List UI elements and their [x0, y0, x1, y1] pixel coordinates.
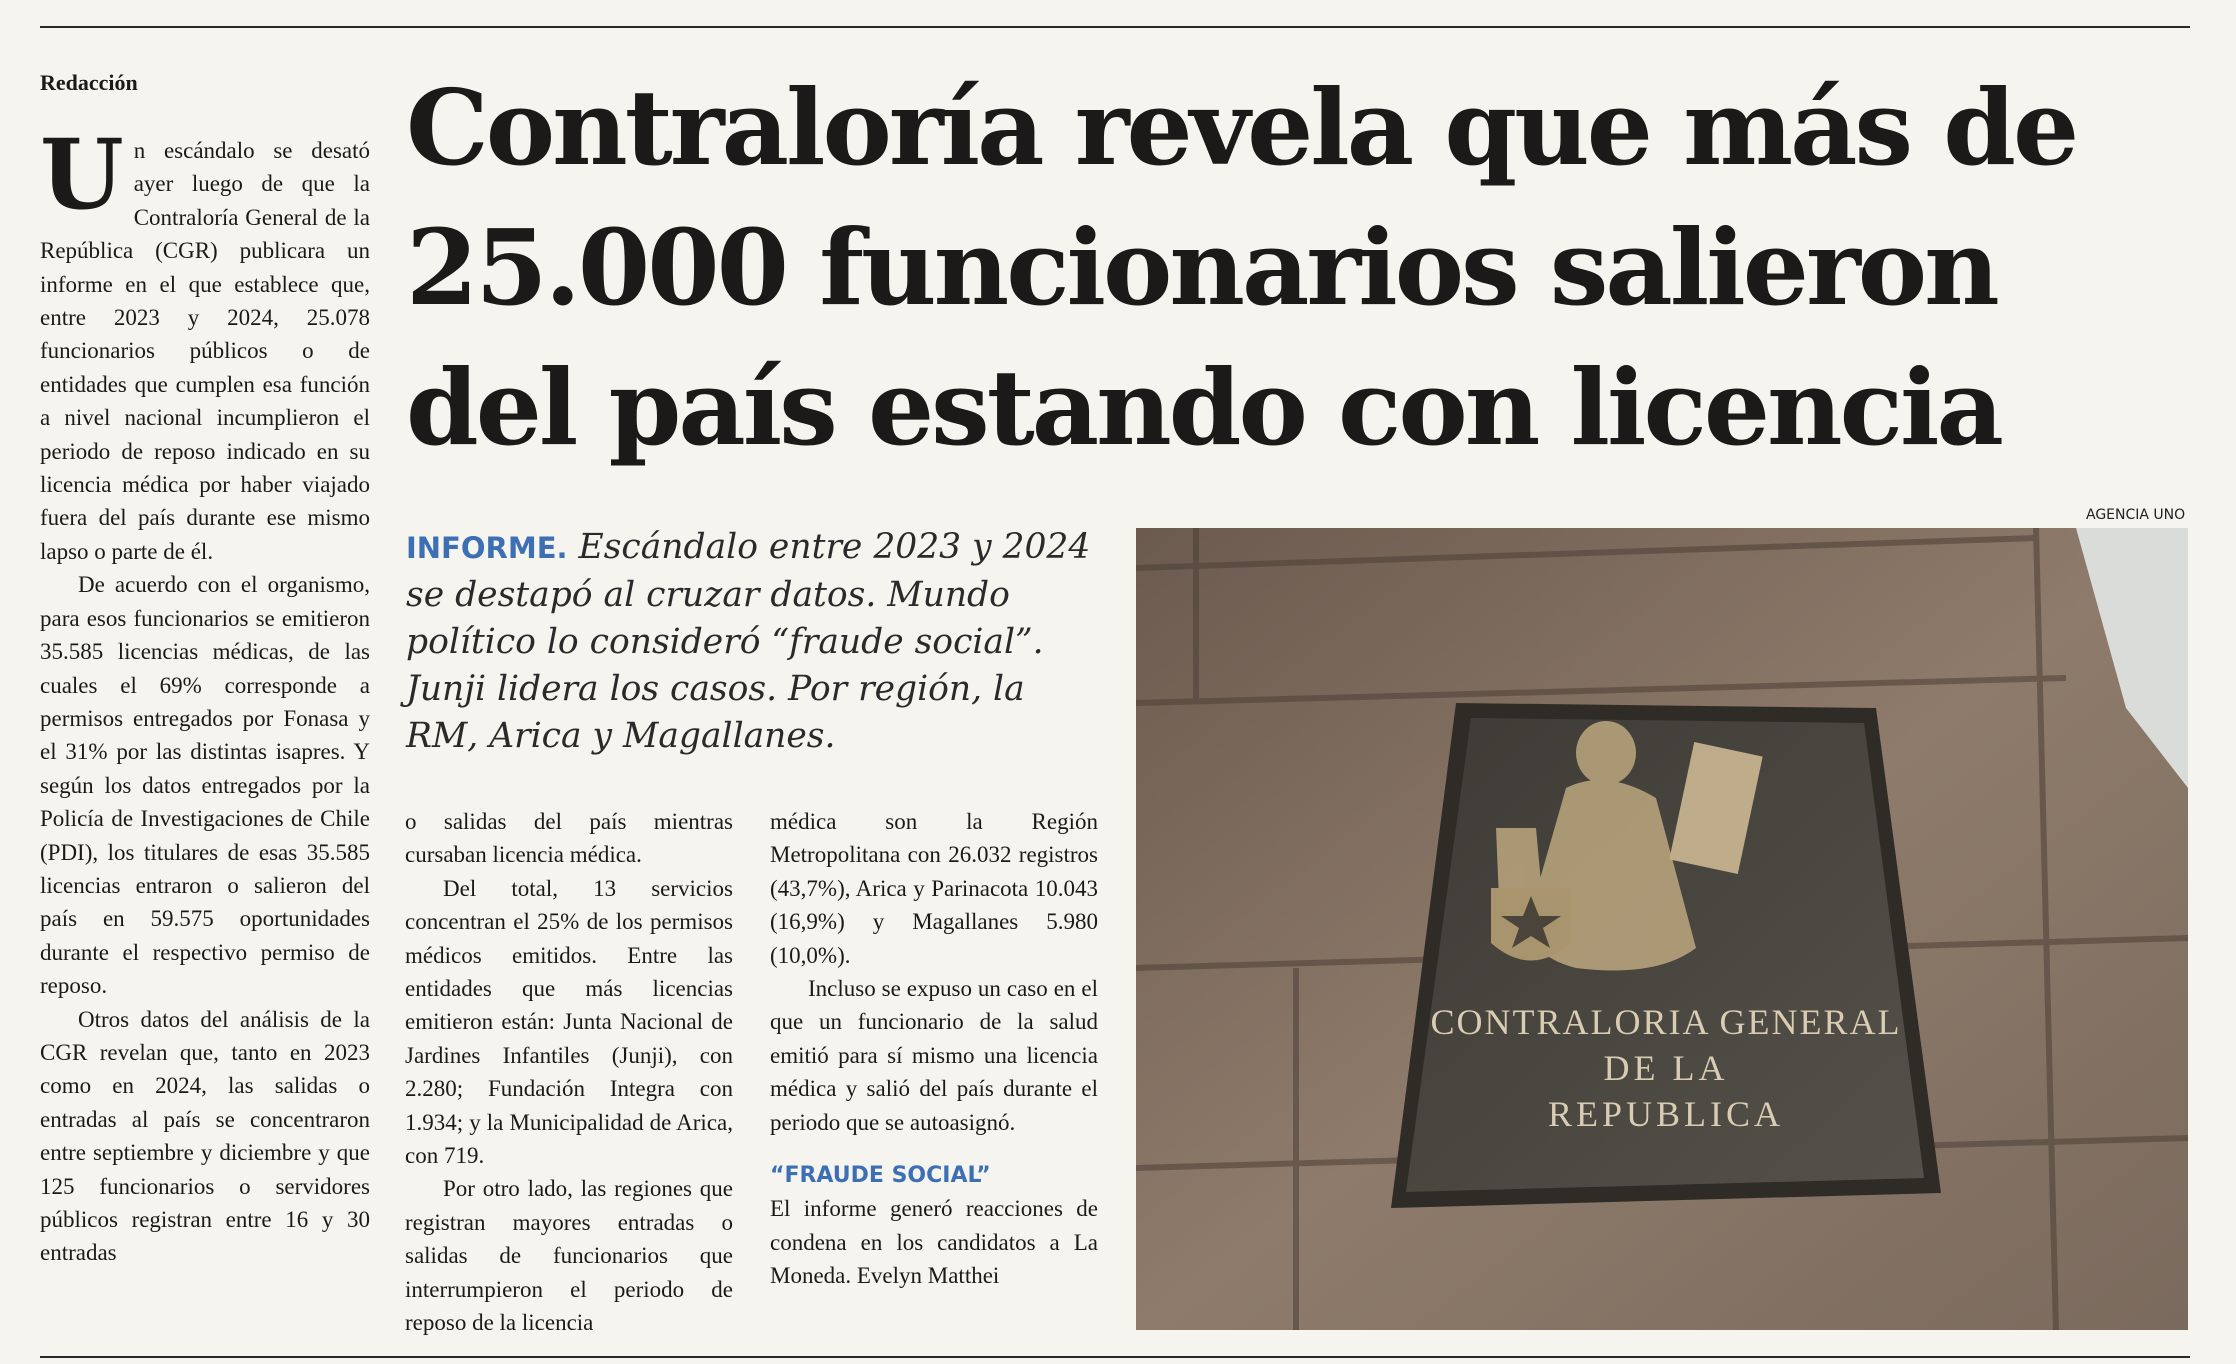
paragraph: n escándalo se desató ayer luego de que la Contraloría General de la República (CGR) publicara un informe en el que establece que, entre 2023 y 2024, 25.078 funcionarios públicos o de entidades que cumplen esa función a nivel nacional incumplieron el periodo de reposo indicado en su licencia médica por haber viajado fuera del país durante ese mismo lapso o parte de él.: [40, 138, 370, 564]
paragraph: o salidas del país mientras cursaban licencia médica.: [405, 809, 733, 868]
photo-illustration: [1136, 528, 2188, 1330]
article-photo: [1136, 528, 2188, 1330]
paragraph: De acuerdo con el organismo, para esos funcionarios se emitieron 35.585 licencias médicas, de las cuales el 69% corresponde a permisos entregados por Fonasa y el 31% por las distintas isapres. Y según los datos entregados por la Policía de Investigaciones de Chile (PDI), los titulares de esas 35.585 licencias entraron o salieron del país en 59.575 oportunidades durante el respectivo permiso de reposo.: [40, 572, 370, 999]
drop-cap: U: [40, 118, 124, 231]
paragraph: Por otro lado, las regiones que registran mayores entradas o salidas de funcionarios que interrumpieron el periodo de reposo de la licencia: [405, 1176, 733, 1336]
body-column-2: [405, 805, 733, 1340]
lead-summary: [406, 524, 1096, 760]
bottom-rule: [40, 1356, 2190, 1358]
paragraph: Incluso se expuso un caso en el que un funcionario de la salud emitió para sí mismo una licencia médica y salió del país durante el periodo que se autoasignó.: [770, 976, 1098, 1135]
photo-credit: AGENCIA UNO: [2086, 507, 2186, 523]
paragraph: Del total, 13 servicios concentran el 25% de los permisos médicos emitidos. Entre las entidades que más licencias emitieron están: Junta Nacional de Jardines Infantiles (Junji), con 2.280; Fundación Integra con 1.934; y la Municipalidad de Arica, con 719.: [405, 875, 733, 1169]
paragraph: El informe generó reacciones de condena en los candidatos a La Moneda. Evelyn Matthei: [770, 1196, 1098, 1289]
plaque-line-2: DE LA: [1603, 1048, 1729, 1088]
section-subhead: “FRAUDE SOCIAL”: [770, 1163, 991, 1189]
paragraph: Otros datos del análisis de la CGR revelan que, tanto en 2023 como en 2024, las salidas o entradas al país se concentraron entre septiembre y diciembre y que 125 funcionarios o servidores públicos registran entre 16 y 30 entradas: [40, 1006, 370, 1266]
shield-emblem: [1491, 888, 1571, 961]
plaque-line-1: CONTRALORIA GENERAL: [1430, 1002, 1902, 1042]
body-column-3: [770, 805, 1098, 1293]
body-column-1: [40, 118, 370, 1270]
byline: Redacción: [40, 70, 138, 95]
lead-tag: INFORME.: [406, 531, 568, 565]
paragraph: médica son la Región Metropolitana con 26.032 registros (43,7%), Arica y Parinacota 10.043 (16,9%) y Magallanes 5.980 (10,0%).: [770, 809, 1098, 968]
lead-text: Escándalo entre 2023 y 2024 se destapó al cruzar datos. Mundo político lo consideró “fraude social”. Junji lidera los casos. Por región, la RM, Arica y Magallanes.: [406, 527, 1091, 756]
plaque-line-3: REPUBLICA: [1547, 1094, 1785, 1134]
top-rule: [40, 26, 2190, 28]
headline: Contraloría revela que más de 25.000 funcionarios salieron del país estando con licencia: [406, 66, 2077, 469]
